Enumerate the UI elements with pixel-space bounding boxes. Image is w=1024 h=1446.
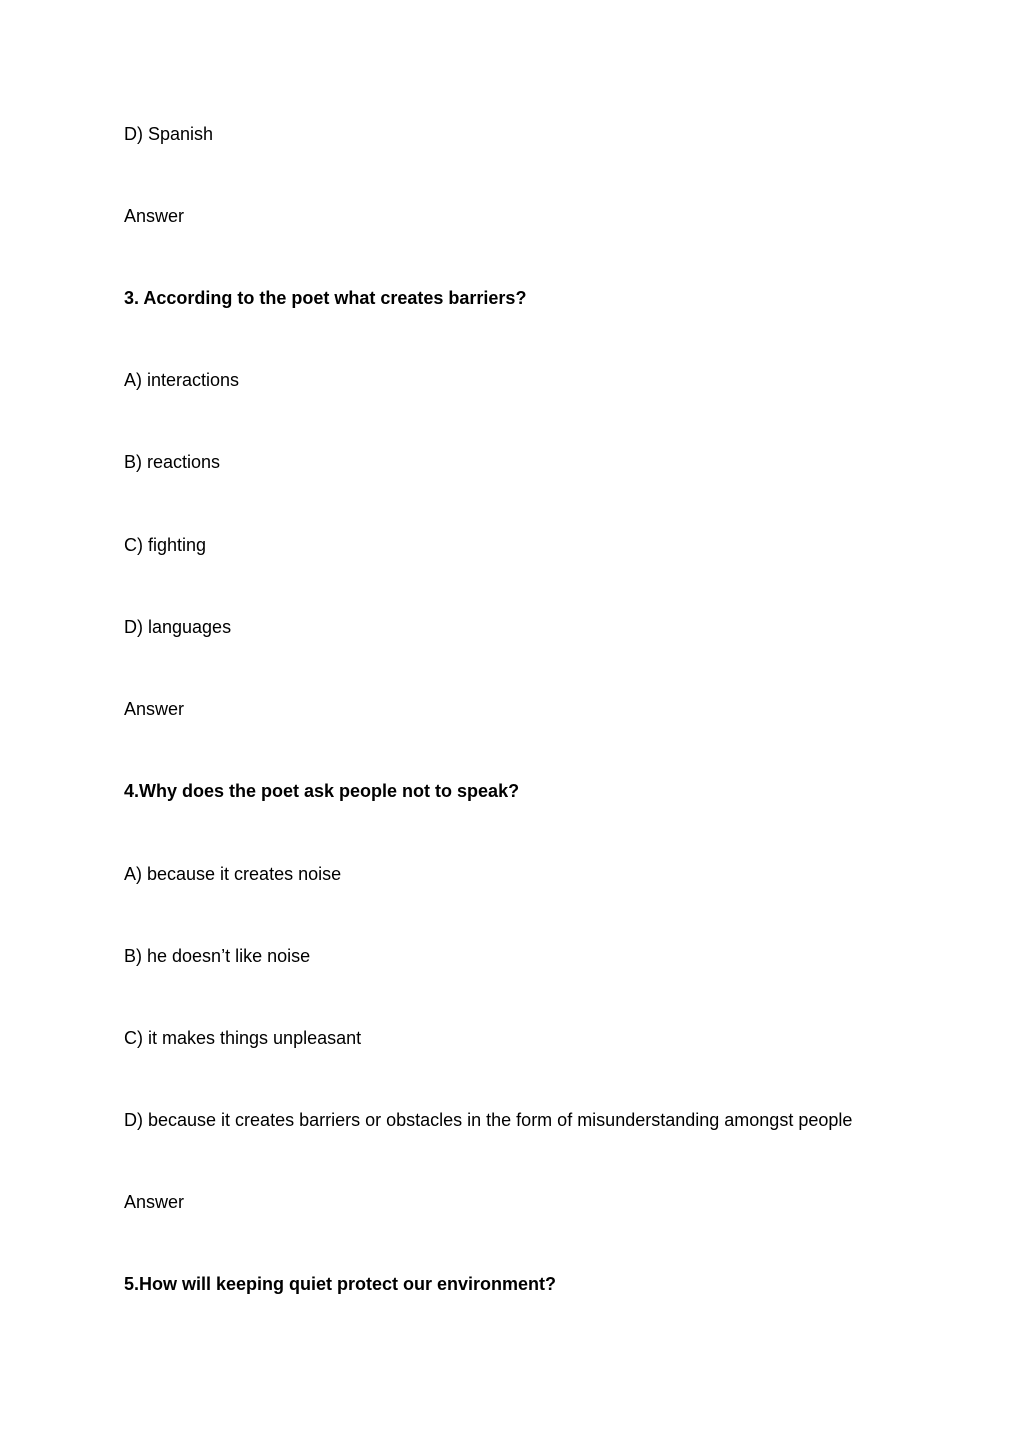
question-4-option-d: D) because it creates barriers or obstacles in the form of misunderstanding amongst people (124, 1110, 853, 1130)
question-4-option-c: C) it makes things unpleasant (124, 1028, 362, 1048)
option-d-spanish: D) Spanish (124, 124, 214, 144)
question-3: 3. According to the poet what creates barriers? (124, 288, 527, 308)
question-4-option-a: A) because it creates noise (124, 864, 342, 884)
question-4-option-b: B) he doesn’t like noise (124, 946, 311, 966)
question-3-option-c: C) fighting (124, 535, 207, 555)
question-3-option-b: B) reactions (124, 452, 221, 472)
answer-label: Answer (124, 206, 185, 226)
question-5: 5.How will keeping quiet protect our environment? (124, 1274, 557, 1294)
answer-label: Answer (124, 1192, 185, 1212)
question-3-option-a: A) interactions (124, 370, 240, 390)
question-3-option-d: D) languages (124, 617, 232, 637)
question-4: 4.Why does the poet ask people not to speak? (124, 781, 520, 801)
answer-label: Answer (124, 699, 185, 719)
